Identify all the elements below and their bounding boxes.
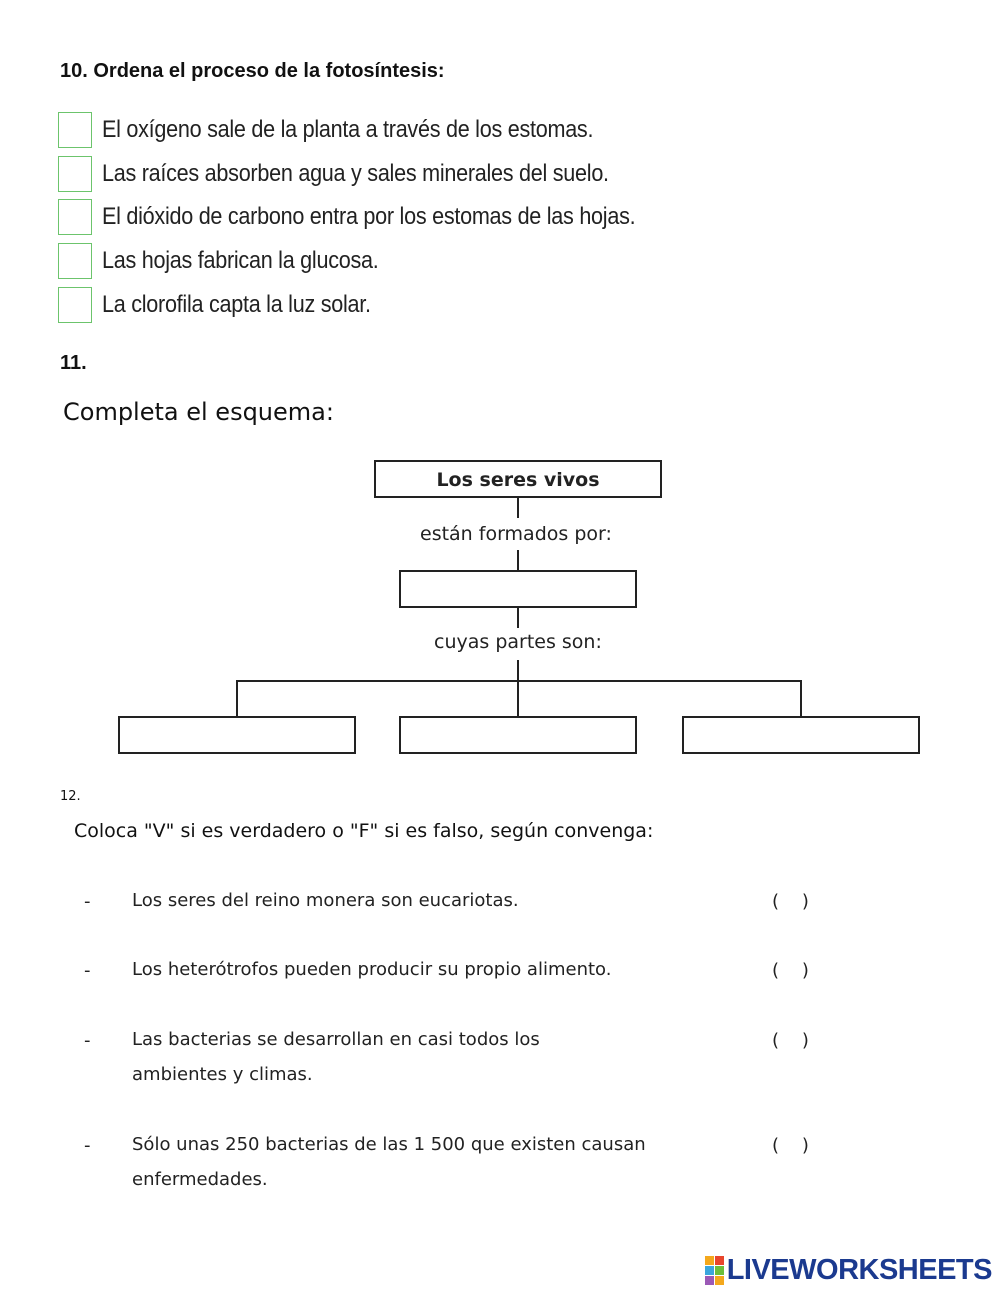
schema-link-label-2: cuyas partes son: xyxy=(434,631,602,653)
true-false-statement: Los heterótrofos pueden producir su propio alimento. xyxy=(132,959,612,980)
schema-connector xyxy=(236,680,238,716)
schema-link-label-1: están formados por: xyxy=(420,523,612,545)
schema-answer-box-middle[interactable] xyxy=(399,716,637,754)
order-input-box[interactable] xyxy=(58,287,92,323)
liveworksheets-logo-text: LIVEWORKSHEETS xyxy=(726,1254,992,1286)
schema-root-label: Los seres vivos xyxy=(436,469,600,491)
order-item-text: El dióxido de carbono entra por los estomas de las hojas. xyxy=(102,203,636,230)
order-input-box[interactable] xyxy=(58,243,92,279)
answer-parentheses[interactable]: ( ) xyxy=(772,1135,809,1156)
true-false-statement: Sólo unas 250 bacterias de las 1 500 que existen causan enfermedades. xyxy=(132,1134,646,1190)
question-12-number: 12. xyxy=(60,789,81,804)
schema-answer-box-right[interactable] xyxy=(682,716,920,754)
question-10-title: 10. Ordena el proceso de la fotosíntesis: xyxy=(60,60,445,82)
bullet-dash: - xyxy=(84,1135,91,1156)
order-item xyxy=(58,287,758,327)
order-item-text: El oxígeno sale de la planta a través de los estomas. xyxy=(102,116,594,143)
true-false-statement: Los seres del reino monera son eucariotas. xyxy=(132,890,519,911)
liveworksheets-logo-icon xyxy=(705,1256,724,1285)
schema-connector xyxy=(517,550,519,570)
question-11-instruction: Completa el esquema: xyxy=(63,398,334,426)
schema-connector xyxy=(800,680,802,716)
schema-connector xyxy=(517,660,519,716)
order-item xyxy=(58,156,758,196)
order-item xyxy=(58,112,758,152)
schema-answer-box-left[interactable] xyxy=(118,716,356,754)
order-item xyxy=(58,199,758,239)
bullet-dash: - xyxy=(84,960,91,981)
true-false-statement: Las bacterias se desarrollan en casi todos los ambientes y climas. xyxy=(132,1029,540,1085)
question-12-instruction: Coloca "V" si es verdadero o "F" si es falso, según convenga: xyxy=(74,820,654,842)
bullet-dash: - xyxy=(84,891,91,912)
order-input-box[interactable] xyxy=(58,112,92,148)
order-item-text: Las hojas fabrican la glucosa. xyxy=(102,247,379,274)
schema-branch-line xyxy=(236,680,802,682)
answer-parentheses[interactable]: ( ) xyxy=(772,891,809,912)
order-input-box[interactable] xyxy=(58,156,92,192)
order-item-text: La clorofila capta la luz solar. xyxy=(102,291,371,318)
schema-connector xyxy=(517,498,519,518)
bullet-dash: - xyxy=(84,1030,91,1051)
order-item xyxy=(58,243,758,283)
schema-answer-box-cell[interactable] xyxy=(399,570,637,608)
answer-parentheses[interactable]: ( ) xyxy=(772,1030,809,1051)
schema-root-box xyxy=(374,460,662,498)
order-input-box[interactable] xyxy=(58,199,92,235)
liveworksheets-logo xyxy=(705,1254,992,1287)
schema-connector xyxy=(517,608,519,628)
order-item-text: Las raíces absorben agua y sales minerales del suelo. xyxy=(102,160,609,187)
question-11-number: 11. xyxy=(60,352,87,374)
answer-parentheses[interactable]: ( ) xyxy=(772,960,809,981)
